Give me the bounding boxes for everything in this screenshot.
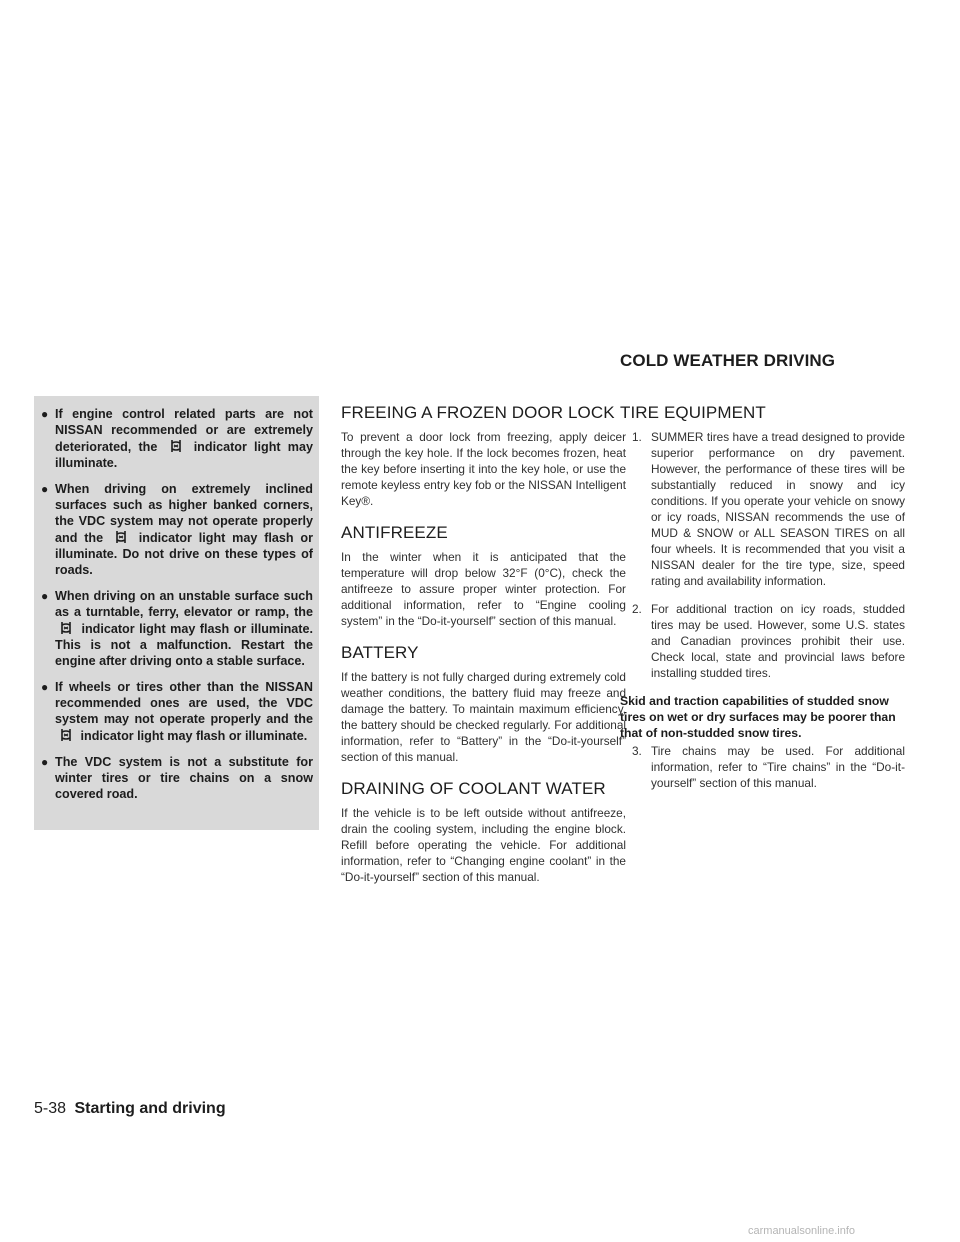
list-number: 1. <box>632 430 642 444</box>
warning-text: The VDC system is not a substitute for winter tires or tire chains on a snow covered road. <box>55 755 313 801</box>
bullet-icon: ● <box>41 407 49 421</box>
list-number: 3. <box>632 744 642 758</box>
list-number: 2. <box>632 602 642 616</box>
heading-frozen-door-lock: FREEING A FROZEN DOOR LOCK <box>341 403 615 422</box>
tire-list-continued <box>620 743 905 791</box>
vdc-indicator-icon <box>58 620 74 636</box>
heading-coolant: DRAINING OF COOLANT WATER <box>341 779 606 798</box>
footer-section-name: Starting and driving <box>74 1100 226 1117</box>
warning-text: indicator light may flash or illuminate. <box>80 729 308 743</box>
paragraph-antifreeze: In the winter when it is anticipated that the temperature will drop below 32°F (0°C), check the antifreeze to assure proper winter protection. For additional information, refer to “Engine cooling system” in the “Do-it-yourself” section of this manual. <box>341 550 626 628</box>
studded-tire-note: Skid and traction capabilities of studded snow tires on wet or dry surfaces may be poorer than that of non-studded snow tires. <box>620 694 896 740</box>
warning-text: indicator light may flash or illuminate. Do not drive on these types of roads. <box>55 531 314 577</box>
list-item <box>620 429 905 589</box>
warning-item <box>34 406 319 471</box>
watermark: carmanualsonline.info <box>748 1225 856 1237</box>
tire-list <box>620 429 905 681</box>
middle-column <box>341 403 626 899</box>
warning-item <box>34 754 319 802</box>
list-text: For additional traction on icy roads, studded tires may be used. However, some U.S. states and Canadian provinces prohibit their use. Check local, state and provincial laws before installing studded tires. <box>651 602 905 680</box>
heading-battery: BATTERY <box>341 643 419 662</box>
paragraph-battery: If the battery is not fully charged during extremely cold weather conditions, the battery fluid may freeze and damage the battery. To maintain maximum efficiency, the battery should be checked regularly. For additional information, refer to “Battery” in the “Do-it-yourself” section of this manual. <box>341 670 626 764</box>
warning-item <box>34 481 319 578</box>
right-column <box>620 403 905 803</box>
paragraph-coolant: If the vehicle is to be left outside without antifreeze, drain the cooling system, including the engine block. Refill before operating the vehicle. For additional information, refer to “Changing engine coolant” in the “Do-it-yourself” section of this manual. <box>341 806 626 884</box>
warning-text: When driving on extremely inclined surfaces such as higher banked corners, the VDC system may not operate properly and the <box>55 482 313 545</box>
warning-text: indicator light may illuminate. <box>55 440 313 470</box>
warning-text: When driving on an unstable surface such as a turntable, ferry, elevator or ramp, the <box>55 589 313 619</box>
bullet-icon: ● <box>41 482 49 496</box>
list-text: SUMMER tires have a tread designed to provide superior performance on dry pavement. However, the performance of these tires will be substantially reduced in snowy and icy conditions. If you operate your vehicle on snowy or icy roads, NISSAN recommends the use of MUD & SNOW or ALL SEASON TIRES on all four wheels. It is recommended that you visit a NISSAN dealer for the tire type, size, speed rating and availability information. <box>651 430 905 588</box>
bullet-icon: ● <box>41 680 49 694</box>
list-item <box>620 601 905 681</box>
vdc-indicator-icon <box>113 529 129 545</box>
vdc-indicator-icon <box>168 438 184 454</box>
paragraph-frozen-door-lock: To prevent a door lock from freezing, apply deicer through the key hole. If the lock becomes frozen, heat the key before inserting it into the key hole, or use the remote keyless entry key fob or the NISSAN Intelligent Key®. <box>341 430 626 508</box>
heading-tire-equipment: TIRE EQUIPMENT <box>620 403 766 422</box>
warning-item <box>34 679 319 744</box>
page-footer <box>34 1100 226 1118</box>
vdc-indicator-icon <box>58 727 74 743</box>
bullet-icon: ● <box>41 589 49 603</box>
bullet-icon: ● <box>41 755 49 769</box>
heading-antifreeze: ANTIFREEZE <box>341 523 448 542</box>
warning-text: If wheels or tires other than the NISSAN recommended ones are used, the VDC system may not operate properly and the <box>55 680 313 726</box>
list-item <box>620 743 905 791</box>
warning-text: If engine control related parts are not NISSAN recommended or are extremely deteriorated, the <box>55 407 313 454</box>
page-number: 5-38 <box>34 1100 67 1117</box>
list-text: Tire chains may be used. For additional information, refer to “Tire chains” in the “Do-it-yourself” section of this manual. <box>651 744 905 790</box>
warning-box <box>34 396 319 830</box>
warning-list <box>34 406 319 802</box>
warning-text: indicator light may flash or illuminate. This is not a malfunction. Restart the engine after driving onto a stable surface. <box>55 622 313 668</box>
page-section-title: COLD WEATHER DRIVING <box>620 351 836 370</box>
warning-item <box>34 588 319 669</box>
